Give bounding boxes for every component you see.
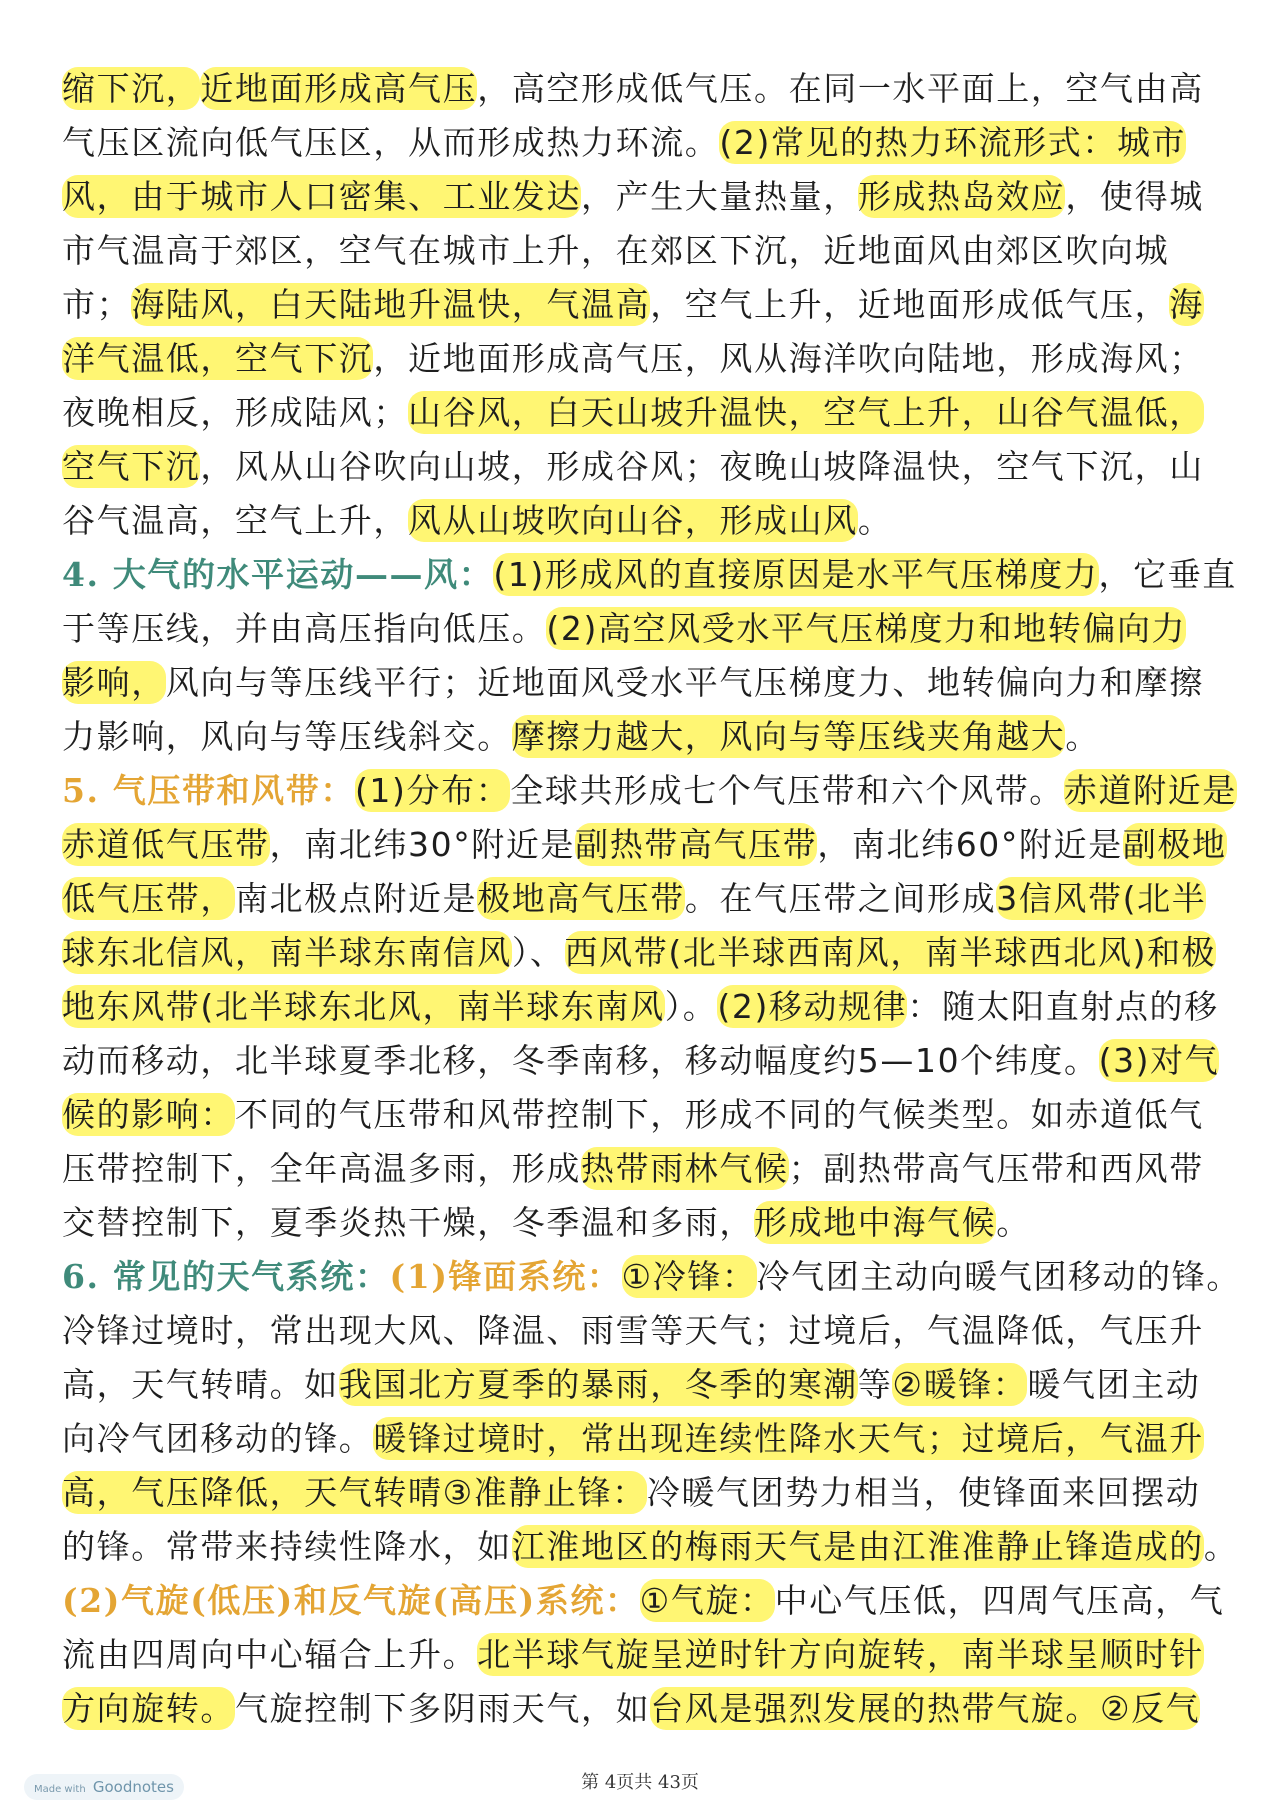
line-text: 于等压线，并由高压指向低压。 <box>62 609 547 648</box>
text-line <box>62 278 1222 332</box>
badge-prefix: Made with <box>34 1784 86 1795</box>
highlighted-text: 副热带高气压带 <box>575 825 818 864</box>
line-text: 交替控制下，夏季炎热干燥，冬季温和多雨， <box>62 1203 754 1242</box>
text-line <box>62 494 1222 548</box>
line-text: ，近地面形成高气压，风从海洋吹向陆地，形成海风； <box>373 339 1204 378</box>
highlighted-text: 热带雨林气候 <box>581 1149 789 1188</box>
highlighted-text: ①气旋： <box>639 1581 775 1620</box>
line-text: ；副热带高气压带和西风带 <box>788 1149 1204 1188</box>
text-line <box>62 1628 1222 1682</box>
line-text: 夜晚相反，形成陆风； <box>62 393 408 432</box>
highlighted-text: 3信风带(北半 <box>996 879 1207 918</box>
text-line <box>62 1304 1222 1358</box>
text-line <box>62 764 1237 818</box>
text-line <box>62 1520 1239 1574</box>
section-heading: (1)锋面系统： <box>389 1257 622 1296</box>
text-line <box>62 1574 1225 1628</box>
highlighted-text: 山谷风，白天山坡升温快，空气上升，山谷气温低， <box>408 393 1204 432</box>
highlighted-text: (2)移动规律 <box>717 987 908 1026</box>
highlighted-text: 赤道附近是 <box>1063 771 1237 810</box>
line-text: 南北极点附近是 <box>235 879 478 918</box>
highlighted-text: 影响， <box>62 663 166 702</box>
line-text: ，使得城 <box>1065 177 1204 216</box>
text-line <box>62 1466 1222 1520</box>
line-text: ，南北纬30°附近是 <box>269 825 576 864</box>
line-text: ，南北纬60°附近是 <box>817 825 1123 864</box>
line-text: 冷暖气团势力相当，使锋面来回摆动 <box>646 1473 1201 1512</box>
highlighted-text: 风，由于城市人口密集、工业发达 <box>62 177 581 216</box>
page-number: 第 4页共 43页 <box>581 1772 699 1793</box>
line-text: 暖气团主动 <box>1027 1365 1201 1404</box>
highlighted-text: 空气下沉 <box>62 447 201 486</box>
line-text: 不同的气压带和风带控制下，形成不同的气候类型。如赤道低气 <box>235 1095 1204 1134</box>
highlighted-text: 高，气压降低，天气转晴③准静止锋： <box>62 1473 647 1512</box>
note-body <box>62 62 1241 1736</box>
text-line <box>62 1088 1222 1142</box>
text-line <box>62 1142 1222 1196</box>
line-text: 。在气压带之间形成 <box>684 879 997 918</box>
highlighted-text: 形成热岛效应 <box>857 177 1066 216</box>
line-text: 中心气压低，四周气压高，气 <box>774 1581 1225 1620</box>
line-text: ，它垂直 <box>1098 555 1237 594</box>
section-heading: 5. 气压带和风带： <box>62 771 355 810</box>
text-line <box>62 116 1222 170</box>
text-line <box>62 710 1222 764</box>
text-line <box>62 1358 1222 1412</box>
text-line <box>62 1412 1222 1466</box>
highlighted-text: 暖锋过境时，常出现连续性降水天气；过境后，气温升 <box>373 1419 1204 1458</box>
line-text: 流由四周向中心辐合上升。 <box>62 1635 478 1674</box>
line-text: 等 <box>857 1365 893 1404</box>
text-line <box>62 602 1222 656</box>
highlighted-text: ②暖锋： <box>892 1365 1028 1404</box>
line-text: 。 <box>1203 1527 1239 1566</box>
highlighted-text: 地东风带(北半球东北风，南半球东南风 <box>62 987 665 1026</box>
text-line <box>62 1682 1222 1736</box>
highlighted-text: 极地高气压带 <box>477 879 685 918</box>
line-text: 冷锋过境时，常出现大风、降温、雨雪等天气；过境后，气温降低，气压升 <box>62 1311 1204 1350</box>
line-text: 谷气温高，空气上升， <box>62 501 408 540</box>
highlighted-text: 摩擦力越大，风向与等压线夹角越大 <box>511 717 1066 756</box>
line-text: 风向与等压线平行；近地面风受水平气压梯度力、地转偏向力和摩擦 <box>165 663 1204 702</box>
highlighted-text: 西风带(北半球西南风，南半球西北风)和极 <box>564 933 1217 972</box>
highlighted-text: 台风是强烈发展的热带气旋。②反气 <box>650 1689 1201 1728</box>
text-line <box>62 980 1222 1034</box>
line-text: ，产生大量热量， <box>581 177 858 216</box>
highlighted-text: 低气压带， <box>62 879 235 918</box>
highlighted-text: (2)高空风受水平气压梯度力和地转偏向力 <box>546 609 1187 648</box>
section-heading: (2)气旋(低压)和反气旋(高压)系统： <box>62 1581 640 1620</box>
line-text: 市气温高于郊区，空气在城市上升，在郊区下沉，近地面风由郊区吹向城 <box>62 231 1170 270</box>
highlighted-text: 球东北信风，南半球东南信风 <box>62 933 512 972</box>
line-text: 。 <box>996 1203 1031 1242</box>
line-text: 的锋。常带来持续性降水，如 <box>62 1527 512 1566</box>
text-line <box>62 1250 1241 1304</box>
line-text: ，空气上升，近地面形成低气压， <box>650 285 1170 324</box>
highlighted-text: 风从山坡吹向山谷，形成山风 <box>408 501 858 540</box>
line-text: ）、 <box>511 933 565 972</box>
line-text: 全球共形成七个气压带和六个风带。 <box>510 771 1064 810</box>
highlighted-text: 缩下沉， <box>62 69 201 108</box>
line-text: 力影响，风向与等压线斜交。 <box>62 717 512 756</box>
line-text: 动而移动，北半球夏季北移，冬季南移，移动幅度约5—10个纬度。 <box>62 1041 1099 1080</box>
highlighted-text: 方向旋转。 <box>62 1689 235 1728</box>
line-text: 气旋控制下多阴雨天气，如 <box>235 1689 651 1728</box>
line-text: 。 <box>1065 717 1101 756</box>
highlighted-text: 近地面形成高气压 <box>200 69 478 108</box>
text-line <box>62 224 1222 278</box>
highlighted-text: 形成地中海气候 <box>754 1203 997 1242</box>
highlighted-text: 我国北方夏季的暴雨，冬季的寒潮 <box>338 1365 858 1404</box>
text-line <box>62 926 1222 980</box>
highlighted-text: 洋气温低，空气下沉 <box>62 339 374 378</box>
line-text: ）。 <box>664 987 718 1026</box>
text-line <box>62 656 1222 710</box>
highlighted-text: 海陆风，白天陆地升温快，气温高 <box>131 285 651 324</box>
section-heading: 6. 常见的天气系统： <box>62 1257 390 1296</box>
highlighted-text: 候的影响： <box>62 1095 235 1134</box>
line-text: 高，天气转晴。如 <box>62 1365 339 1404</box>
text-line <box>62 1034 1222 1088</box>
highlighted-text: 副极地 <box>1122 825 1227 864</box>
line-text: ，风从山谷吹向山坡，形成谷风；夜晚山坡降温快，空气下沉，山 <box>200 447 1204 486</box>
text-line <box>62 440 1222 494</box>
highlighted-text: (2)常见的热力环流形式：城市 <box>719 123 1187 162</box>
text-line <box>62 548 1237 602</box>
highlighted-text: 江淮地区的梅雨天气是由江淮准静止锋造成的 <box>511 1527 1204 1566</box>
text-line <box>62 1196 1222 1250</box>
highlighted-text: ①冷锋： <box>621 1257 757 1296</box>
highlighted-text: (1)形成风的直接原因是水平气压梯度力 <box>493 555 1099 594</box>
highlighted-text: (3)对气 <box>1098 1041 1220 1080</box>
line-text: 气压区流向低气压区，从而形成热力环流。 <box>62 123 720 162</box>
line-text: 冷气团主动向暖气团移动的锋。 <box>756 1257 1241 1296</box>
text-line <box>62 62 1222 116</box>
section-heading: 4. 大气的水平运动——风： <box>62 555 494 594</box>
highlighted-text: (1)分布： <box>354 771 511 810</box>
text-line <box>62 386 1222 440</box>
text-line <box>62 872 1222 926</box>
line-text: 市； <box>62 285 132 324</box>
line-text: ：随太阳直射点的移 <box>907 987 1219 1026</box>
line-text: 。 <box>857 501 893 540</box>
line-text: ，高空形成低气压。在同一水平面上，空气由高 <box>477 69 1204 108</box>
line-text: 压带控制下，全年高温多雨，形成 <box>62 1149 581 1188</box>
badge-brand: Goodnotes <box>92 1778 174 1796</box>
highlighted-text: 赤道低气压带 <box>62 825 270 864</box>
highlighted-text: 北半球气旋呈逆时针方向旋转，南半球呈顺时针 <box>477 1635 1204 1674</box>
text-line <box>62 170 1222 224</box>
highlighted-text: 海 <box>1169 285 1204 324</box>
goodnotes-badge <box>24 1774 184 1800</box>
text-line <box>62 332 1222 386</box>
text-line <box>62 818 1227 872</box>
line-text: 向冷气团移动的锋。 <box>62 1419 374 1458</box>
